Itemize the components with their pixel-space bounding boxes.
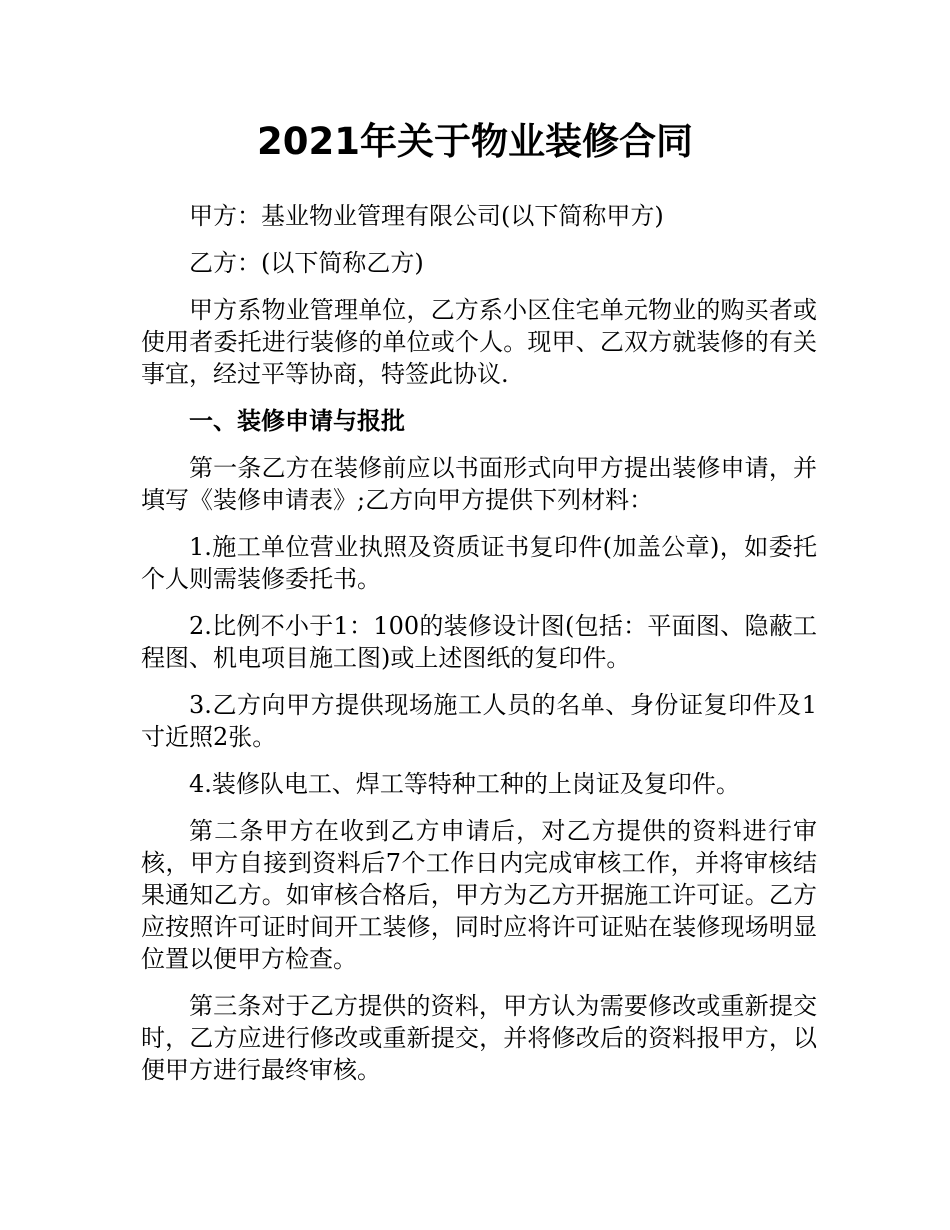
party-a-line: 甲方：基业物业管理有限公司(以下简称甲方) xyxy=(189,202,664,230)
list-item-3: 3.乙方向甲方提供现场施工人员的名单、身份证复印件及1寸近照2张。 xyxy=(141,691,817,751)
section-heading: 一、装修申请与报批 xyxy=(189,407,405,435)
document-title: 2021年关于物业装修合同 xyxy=(257,120,693,163)
party-b-line: 乙方：(以下简称乙方) xyxy=(189,249,424,277)
article-3-paragraph: 第三条对于乙方提供的资料，甲方认为需要修改或重新提交时，乙方应进行修改或重新提交，并将修改后的资料报甲方，以便甲方进行最终审核。 xyxy=(141,992,817,1084)
document-body xyxy=(141,200,817,1101)
article-2-paragraph: 第二条甲方在收到乙方申请后，对乙方提供的资料进行审核，甲方自接到资料后7个工作日内完成审核工作，并将审核结果通知乙方。如审核合格后，甲方为乙方开据施工许可证。乙方应按照许可证时间开工装修，同时应将许可证贴在装修现场明显位置以便甲方检查。 xyxy=(141,817,817,973)
list-item-1: 1.施工单位营业执照及资质证书复印件(加盖公章)，如委托个人则需装修委托书。 xyxy=(141,533,817,593)
preamble-paragraph: 甲方系物业管理单位，乙方系小区住宅单元物业的购买者或使用者委托进行装修的单位或个人。现甲、乙双方就装修的有关事宜，经过平等协商，特签此协议. xyxy=(141,296,817,388)
list-item-4: 4.装修队电工、焊工等特种工种的上岗证及复印件。 xyxy=(189,770,740,798)
article-1-paragraph: 第一条乙方在装修前应以书面形式向甲方提出装修申请，并填写《装修申请表》;乙方向甲方提供下列材料： xyxy=(141,454,817,514)
list-item-2: 2.比例不小于1：100的装修设计图(包括：平面图、隐蔽工程图、机电项目施工图)或上述图纸的复印件。 xyxy=(141,612,817,672)
